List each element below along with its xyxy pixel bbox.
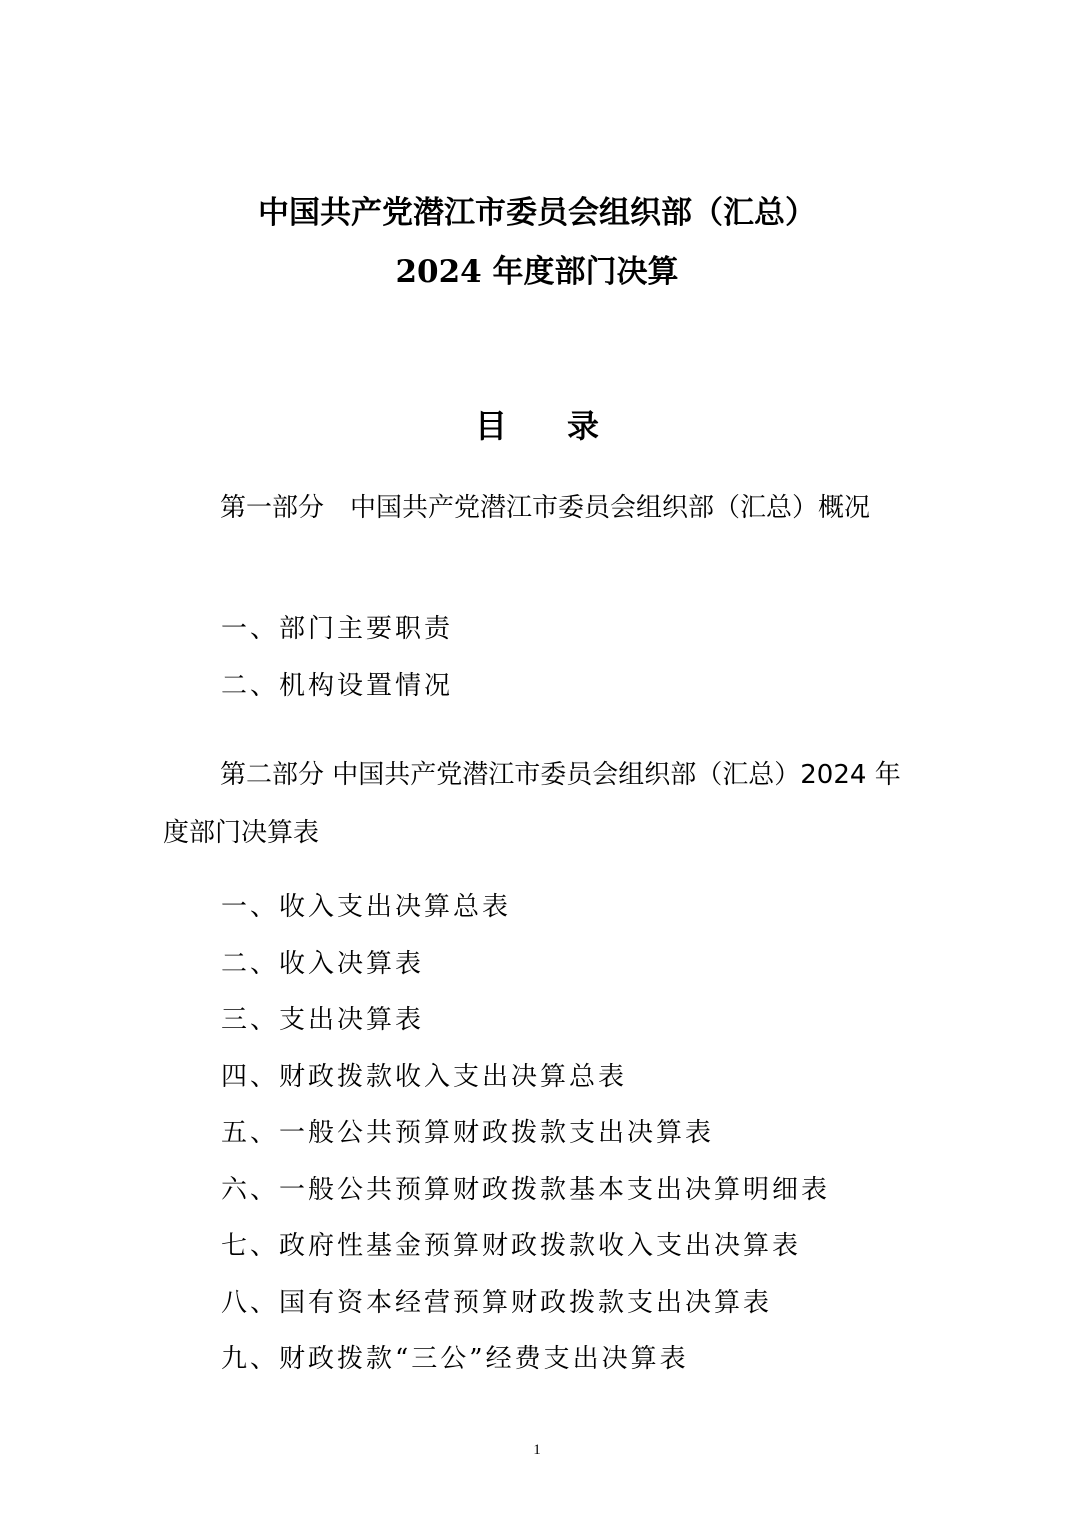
toc-item[interactable]: 九、财政拨款“三公”经费支出决算表 xyxy=(221,1344,689,1374)
toc-part-2-list xyxy=(221,879,830,1388)
toc-heading-left: 目 xyxy=(474,407,507,445)
toc-item[interactable]: 六、一般公共预算财政拨款基本支出决算明细表 xyxy=(221,1174,831,1205)
toc-item[interactable]: 三、支出决算表 xyxy=(221,1005,425,1035)
toc-part-1-heading[interactable]: 第一部分 中国共产党潜江市委员会组织部（汇总）概况 xyxy=(220,493,871,523)
toc-item[interactable]: 一、收入支出决算总表 xyxy=(221,892,512,922)
toc-item[interactable]: 一、部门主要职责 xyxy=(221,614,454,644)
toc-heading-right: 录 xyxy=(567,407,600,445)
document-title-line-1: 中国共产党潜江市委员会组织部（汇总） xyxy=(258,195,816,231)
toc-item[interactable]: 二、收入决算表 xyxy=(221,948,425,979)
toc-item[interactable]: 七、政府性基金预算财政拨款收入支出决算表 xyxy=(221,1231,802,1261)
document-title-line-2: 2024 年度部门决算 xyxy=(395,254,679,290)
toc-item[interactable]: 八、国有资本经营预算财政拨款支出决算表 xyxy=(221,1287,773,1318)
toc-part-2-heading[interactable]: 第二部分 中国共产党潜江市委员会组织部（汇总）2024 年度部门决算表 xyxy=(163,760,901,848)
toc-heading xyxy=(0,404,1074,448)
toc-item[interactable]: 二、机构设置情况 xyxy=(221,670,454,701)
toc-item[interactable]: 四、财政拨款收入支出决算总表 xyxy=(221,1061,628,1092)
page-number: 1 xyxy=(533,1442,541,1458)
toc-part-1-list xyxy=(221,601,453,714)
toc-item[interactable]: 五、一般公共预算财政拨款支出决算表 xyxy=(221,1118,715,1148)
